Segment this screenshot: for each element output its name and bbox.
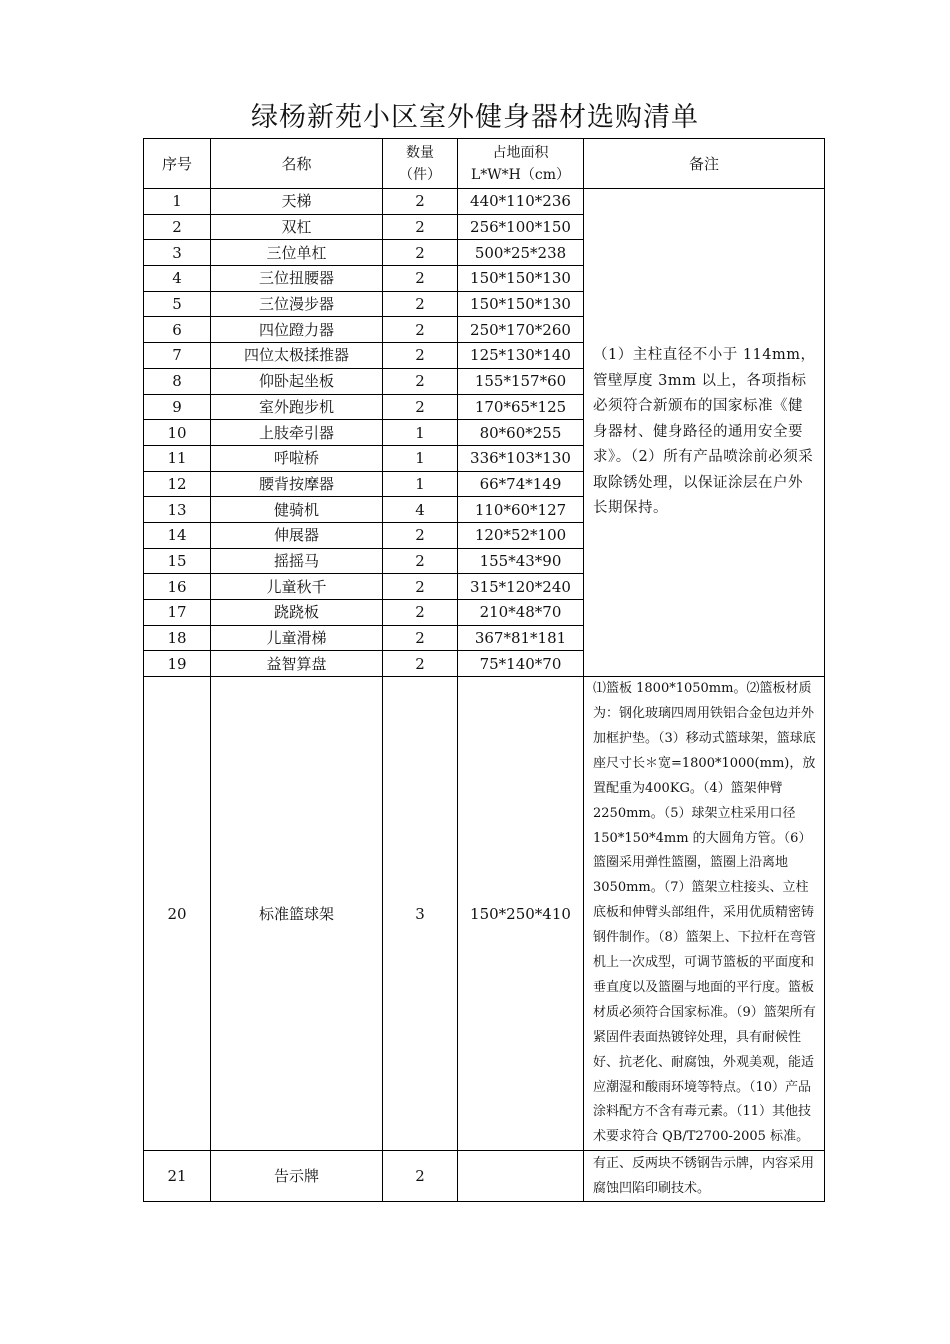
cell-qty: 2 [383, 368, 458, 394]
cell-name: 四位太极揉推器 [211, 343, 383, 369]
cell-no: 3 [144, 240, 211, 266]
cell-no: 20 [144, 677, 211, 1151]
cell-no: 12 [144, 471, 211, 497]
cell-size: 256*100*150 [458, 214, 584, 240]
cell-size: 155*43*90 [458, 548, 584, 574]
cell-qty: 2 [383, 240, 458, 266]
cell-size: 440*110*236 [458, 189, 584, 215]
cell-size: 315*120*240 [458, 574, 584, 600]
cell-name: 三位漫步器 [211, 291, 383, 317]
cell-no: 5 [144, 291, 211, 317]
cell-no: 9 [144, 394, 211, 420]
cell-qty: 4 [383, 497, 458, 523]
cell-name: 标准篮球架 [211, 677, 383, 1151]
cell-name: 儿童滑梯 [211, 625, 383, 651]
header-qty-line2: （件） [399, 166, 441, 183]
cell-qty: 1 [383, 471, 458, 497]
cell-no: 1 [144, 189, 211, 215]
cell-no: 21 [144, 1151, 211, 1202]
cell-qty: 2 [383, 291, 458, 317]
cell-size: 210*48*70 [458, 600, 584, 626]
cell-size: 66*74*149 [458, 471, 584, 497]
table-row [144, 677, 825, 1151]
table-row [144, 189, 825, 215]
cell-name: 天梯 [211, 189, 383, 215]
cell-no: 15 [144, 548, 211, 574]
cell-no: 18 [144, 625, 211, 651]
cell-size: 250*170*260 [458, 317, 584, 343]
cell-size: 367*81*181 [458, 625, 584, 651]
cell-name: 三位单杠 [211, 240, 383, 266]
cell-no: 2 [144, 214, 211, 240]
cell-no: 14 [144, 522, 211, 548]
cell-no: 10 [144, 420, 211, 446]
cell-qty: 2 [383, 189, 458, 215]
cell-qty: 2 [383, 266, 458, 292]
cell-no: 8 [144, 368, 211, 394]
cell-no: 7 [144, 343, 211, 369]
cell-size: 500*25*238 [458, 240, 584, 266]
cell-qty: 2 [383, 600, 458, 626]
cell-qty: 2 [383, 651, 458, 677]
header-area-line1: 占地面积 [492, 144, 549, 161]
cell-name: 仰卧起坐板 [211, 368, 383, 394]
cell-no: 11 [144, 445, 211, 471]
cell-no: 6 [144, 317, 211, 343]
table-row [144, 1151, 825, 1202]
cell-qty: 2 [383, 522, 458, 548]
cell-qty: 2 [383, 548, 458, 574]
cell-no: 16 [144, 574, 211, 600]
cell-size [458, 1151, 584, 1202]
header-remark: 备注 [584, 139, 825, 189]
header-no: 序号 [144, 139, 211, 189]
cell-qty: 2 [383, 1151, 458, 1202]
cell-qty: 3 [383, 677, 458, 1151]
header-area [458, 139, 584, 189]
header-area-line2: L*W*H（cm） [470, 166, 570, 183]
cell-name: 益智算盘 [211, 651, 383, 677]
cell-qty: 1 [383, 445, 458, 471]
cell-size: 150*150*130 [458, 266, 584, 292]
cell-size: 150*250*410 [458, 677, 584, 1151]
cell-name: 呼啦桥 [211, 445, 383, 471]
cell-name: 健骑机 [211, 497, 383, 523]
cell-qty: 2 [383, 343, 458, 369]
page-title: 绿杨新苑小区室外健身器材选购清单 [251, 102, 699, 133]
cell-name: 四位蹬力器 [211, 317, 383, 343]
cell-no: 19 [144, 651, 211, 677]
cell-name: 摇摇马 [211, 548, 383, 574]
header-qty [383, 139, 458, 189]
cell-qty: 2 [383, 625, 458, 651]
cell-remark-group: （1）主柱直径不小于 114mm，管壁厚度 3mm 以上，各项指标必须符合新颁布的国家标准《健身器材、健身路径的通用安全要求》。（2）所有产品喷涂前必须采取除锈处理，以保证涂层在户外长期保持。 [584, 189, 825, 677]
cell-qty: 2 [383, 214, 458, 240]
cell-size: 110*60*127 [458, 497, 584, 523]
cell-name: 室外跑步机 [211, 394, 383, 420]
cell-size: 150*150*130 [458, 291, 584, 317]
cell-size: 155*157*60 [458, 368, 584, 394]
cell-qty: 1 [383, 420, 458, 446]
cell-size: 170*65*125 [458, 394, 584, 420]
cell-name: 告示牌 [211, 1151, 383, 1202]
cell-size: 125*130*140 [458, 343, 584, 369]
cell-size: 75*140*70 [458, 651, 584, 677]
header-name: 名称 [211, 139, 383, 189]
cell-no: 4 [144, 266, 211, 292]
cell-qty: 2 [383, 317, 458, 343]
cell-size: 80*60*255 [458, 420, 584, 446]
cell-name: 上肢牵引器 [211, 420, 383, 446]
cell-size: 336*103*130 [458, 445, 584, 471]
cell-name: 儿童秋千 [211, 574, 383, 600]
cell-name: 伸展器 [211, 522, 383, 548]
cell-no: 17 [144, 600, 211, 626]
cell-name: 跷跷板 [211, 600, 383, 626]
table-header-row [144, 139, 825, 189]
cell-size: 120*52*100 [458, 522, 584, 548]
cell-name: 腰背按摩器 [211, 471, 383, 497]
cell-remark: ⑴篮板 1800*1050mm。⑵篮板材质为：钢化玻璃四周用铁铝合金包边并外加框护垫。（3）移动式篮球架，篮球底座尺寸长＊宽=1800*1000(mm)，放置配重为400KG。（4）篮架伸臂 2250mm。（5）球架立柱采用口径150*150*4mm 的大圆角方管。（6）篮圈采用弹性篮圈，篮圈上沿离地3050mm。（7）篮架立柱接头、立柱底板和伸臂头部组件，采用优质精密铸钢件制作。（8）篮架上、下拉杆在弯管机上一次成型，可调节篮板的平面度和垂直度以及篮圈与地面的平行度。篮板材质必须符合国家标准。（9）篮架所有紧固件表面热镀锌处理，具有耐候性好、抗老化、耐腐蚀，外观美观，能适应潮湿和酸雨环境等特点。（10）产品涂料配方不含有毒元素。（11）其他技术要求符合 QB/T2700-2005 标准。 [584, 677, 825, 1151]
cell-qty: 2 [383, 394, 458, 420]
header-qty-line1: 数量 [406, 144, 434, 161]
cell-name: 双杠 [211, 214, 383, 240]
equipment-table [143, 138, 825, 1202]
cell-no: 13 [144, 497, 211, 523]
cell-qty: 2 [383, 574, 458, 600]
cell-name: 三位扭腰器 [211, 266, 383, 292]
cell-remark: 有正、反两块不锈钢告示牌，内容采用腐蚀凹陷印刷技术。 [584, 1151, 825, 1202]
